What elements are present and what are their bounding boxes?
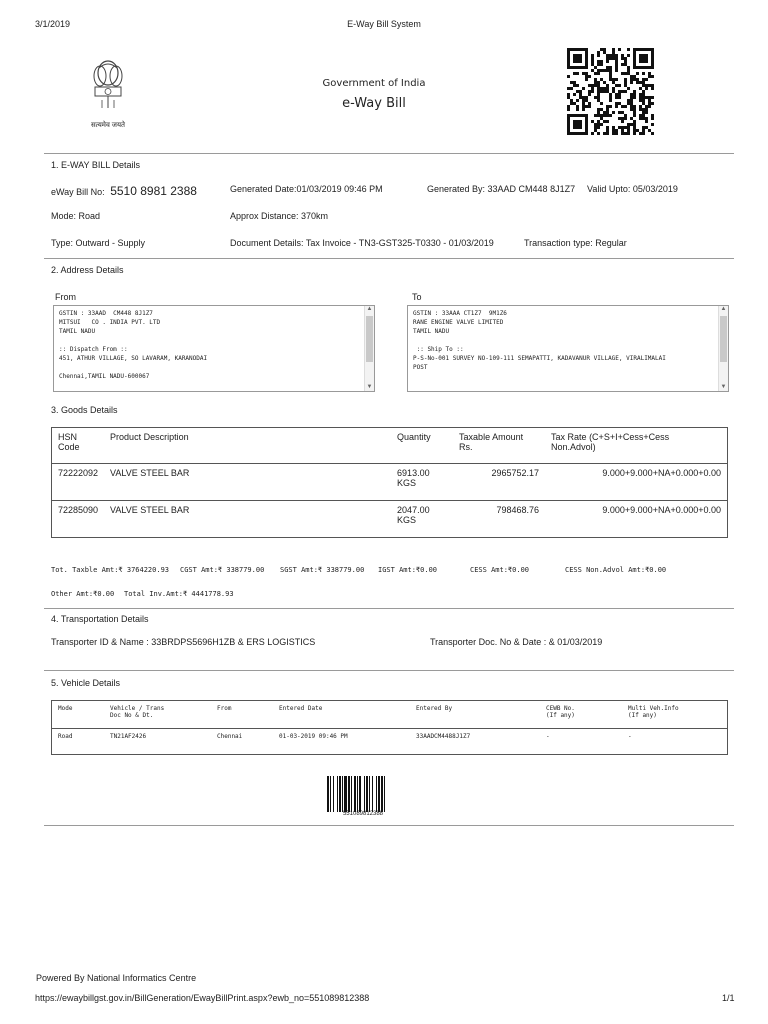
cell-product: VALVE STEEL BAR <box>104 501 391 538</box>
cell-taxable: 2965752.17 <box>453 464 545 501</box>
table-row <box>52 501 728 538</box>
scroll-up-icon[interactable]: ▲ <box>720 306 727 312</box>
cell-tax-rate: 9.000+9.000+NA+0.000+0.00 <box>545 501 727 538</box>
section-4-title: 4. Transportation Details <box>51 614 149 624</box>
to-address-box[interactable] <box>407 305 729 392</box>
valid-upto: Valid Upto: 05/03/2019 <box>587 184 678 194</box>
gov-title: Government of India <box>322 78 426 89</box>
document-details: Document Details: Tax Invoice - TN3-GST325-T0330 - 01/03/2019 <box>230 238 494 248</box>
th-entered-by: Entered By <box>416 705 453 712</box>
th-quantity: Quantity <box>397 432 431 442</box>
to-address-text: GSTIN : 33AAA CT1Z7 9M1Z6 RANE ENGINE VALVE LIMITED TAMIL NADU :: Ship To :: P-S-No-001 SURVEY NO-109-111 SEMAPATTI, KADAVANUR VILLAGE, VIRALIMALAI POST <box>413 310 666 371</box>
generated-date: Generated Date:01/03/2019 09:46 PM <box>230 184 383 194</box>
th-mode: Mode <box>58 705 73 712</box>
print-date: 3/1/2019 <box>35 19 71 29</box>
th-from: From <box>217 705 232 712</box>
total-taxable: Tot. Taxble Amt:₹ 3764220.93 <box>51 566 170 574</box>
section-2-title: 2. Address Details <box>51 265 124 275</box>
cess-amount: CESS Amt:₹0.00 <box>470 566 530 574</box>
transporter-id-name: Transporter ID & Name : 33BRDPS5696H1ZB & ERS LOGISTICS <box>51 637 316 647</box>
from-address-box[interactable] <box>53 305 375 392</box>
vehicle-table <box>51 700 728 755</box>
scroll-down-icon[interactable]: ▼ <box>720 384 727 390</box>
cgst-amount: CGST Amt:₹ 338779.00 <box>180 566 265 574</box>
powered-by: Powered By National Informatics Centre <box>36 973 197 983</box>
th-vehicle: Vehicle / Trans Doc No & Dt. <box>110 705 165 719</box>
scroll-down-icon[interactable]: ▼ <box>366 384 373 390</box>
th-cewb: CEWB No. (If any) <box>546 705 575 719</box>
ewb-label-row <box>51 184 197 198</box>
th-entered-date: Entered Date <box>279 705 323 712</box>
cell-mode: Road <box>52 729 105 755</box>
transaction-type: Transaction type: Regular <box>524 238 627 248</box>
type: Type: Outward - Supply <box>51 238 146 248</box>
cell-quantity: 6913.00 KGS <box>391 464 453 501</box>
cell-multi-veh: - <box>622 729 728 755</box>
table-row <box>52 464 728 501</box>
transporter-doc: Transporter Doc. No & Date : & 01/03/2019 <box>430 637 603 647</box>
from-label: From <box>55 292 76 302</box>
generated-by: Generated By: 33AAD CM448 8J1Z7 <box>427 184 576 194</box>
goods-table <box>51 427 728 538</box>
barcode <box>327 776 399 812</box>
print-url: https://ewaybillgst.gov.in/BillGeneration/EwayBillPrint.aspx?ewb_no=551089812388 <box>35 993 370 1003</box>
cell-taxable: 798468.76 <box>453 501 545 538</box>
document-title: e-Way Bill <box>342 96 406 111</box>
table-row <box>52 729 728 755</box>
cell-quantity: 2047.00 KGS <box>391 501 453 538</box>
from-address-text: GSTIN : 33AAD CM448 8J1Z7 MITSUI CO . INDIA PVT. LTD TAMIL NADU :: Dispatch From :: 451, ATHUR VILLAGE, SO LAVARAM, KARANODAI Chennai,TAMIL NADU-600067 <box>59 310 208 380</box>
qr-code <box>567 48 655 138</box>
approx-distance: Approx Distance: 370km <box>230 211 329 221</box>
cess-nonadvol-amount: CESS Non.Advol Amt:₹0.00 <box>565 566 667 574</box>
cell-entered-by: 33AADCM4488J1Z7 <box>410 729 540 755</box>
cell-hsn: 72222092 <box>52 464 105 501</box>
scroll-up-icon[interactable]: ▲ <box>366 306 373 312</box>
barcode-number: 551089812388 <box>342 811 384 817</box>
cell-entered-date: 01-03-2019 09:46 PM <box>273 729 410 755</box>
th-taxable: Taxable Amount Rs. <box>459 432 524 452</box>
sgst-amount: SGST Amt:₹ 338779.00 <box>280 566 365 574</box>
igst-amount: IGST Amt:₹0.00 <box>378 566 438 574</box>
from-scrollbar[interactable] <box>364 306 374 391</box>
cell-product: VALVE STEEL BAR <box>104 464 391 501</box>
th-tax-rate: Tax Rate (C+S+I+Cess+Cess Non.Advol) <box>551 432 670 452</box>
mode: Mode: Road <box>51 211 101 221</box>
section-1-title: 1. E-WAY BILL Details <box>51 160 141 170</box>
cell-hsn: 72285090 <box>52 501 105 538</box>
cell-vehicle: TN21AF2426 <box>104 729 211 755</box>
th-hsn: HSN Code <box>58 432 80 452</box>
th-multi-veh: Multi Veh.Info (If any) <box>628 705 679 719</box>
section-3-title: 3. Goods Details <box>51 405 118 415</box>
print-title: E-Way Bill System <box>347 19 421 29</box>
cell-cewb: - <box>540 729 622 755</box>
to-label: To <box>412 292 422 302</box>
ewb-number: 5510 8981 2388 <box>110 184 197 198</box>
to-scrollbar[interactable] <box>718 306 728 391</box>
emblem-motto: सत्यमेव जयते <box>90 122 126 129</box>
total-invoice-amount: Total Inv.Amt:₹ 4441778.93 <box>124 590 234 598</box>
page-number: 1/1 <box>722 993 735 1003</box>
other-amount: Other Amt:₹0.00 <box>51 590 115 598</box>
section-5-title: 5. Vehicle Details <box>51 678 121 688</box>
th-product: Product Description <box>110 432 189 442</box>
cell-from: Chennai <box>211 729 273 755</box>
cell-tax-rate: 9.000+9.000+NA+0.000+0.00 <box>545 464 727 501</box>
emblem-logo <box>88 56 128 118</box>
ewb-label: eWay Bill No: <box>51 187 105 197</box>
